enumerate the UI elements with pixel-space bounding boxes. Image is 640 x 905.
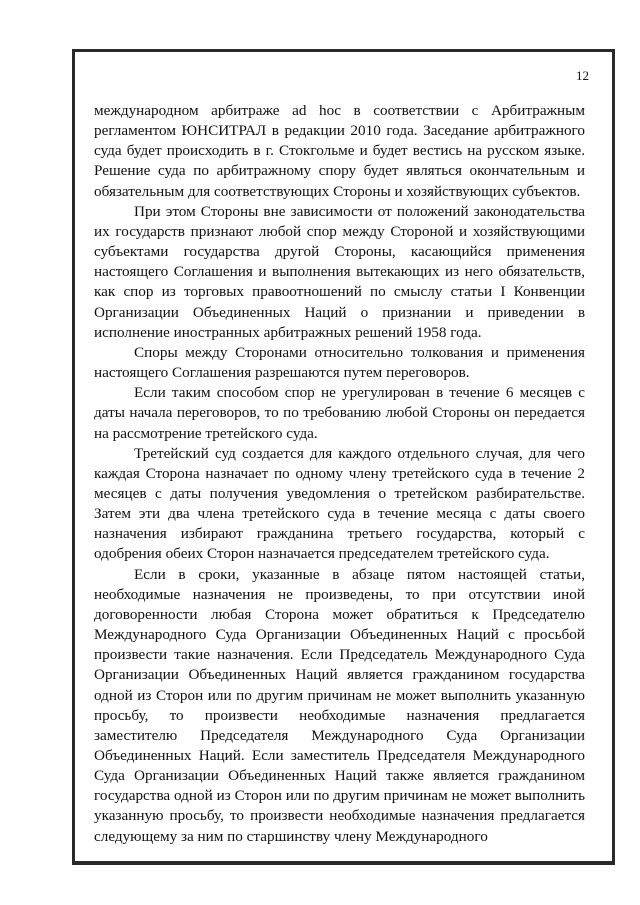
- document-body: [94, 101, 585, 847]
- paragraph-5: Третейский суд создается для каждого отдельного случая, для чего каждая Сторона назначает по одному члену третейского суда в течение 2 месяцев с даты получения уведомления о третейском разбирательстве. Затем эти два члена третейского суда в течение месяца с даты своего назначения избирают гражданина третьего государства, который с одобрения обеих Сторон назначается председателем третейского суда.: [94, 444, 585, 563]
- paragraph-4: Если таким способом спор не урегулирован в течение 6 месяцев с даты начала переговоров, то по требованию любой Стороны он передается на рассмотрение третейского суда.: [94, 384, 585, 442]
- paragraph-1-continued: международном арбитраже ad hoc в соответствии с Арбитражным регламентом ЮНСИТРАЛ в редакции 2010 года. Заседание арбитражного суда будет происходить в г. Стокгольме и будет вестись на русском языке. Решение суда по арбитражному спору будет являться окончательным и обязательным для соответствующих Стороны и хозяйствующих субъектов.: [94, 102, 585, 200]
- paragraph-6: Если в сроки, указанные в абзаце пятом настоящей статьи, необходимые назначения не произведены, то при отсутствии иной договоренности любая Сторона может обратиться к Председателю Международного Суда Организации Объединенных Наций с просьбой произвести такие назначения. Если Председатель Международного Суда Организации Объединенных Наций является гражданином государства одной из Сторон или по другим причинам не может выполнить указанную просьбу, то произвести необходимые назначения предлагается заместителю Председателя Международного Суда Организации Объединенных Наций. Если заместитель Председателя Международного Суда Организации Объединенных Наций также является гражданином государства одной из Сторон или по другим причинам не может выполнить указанную просьбу, то произвести необходимые назначения предлагается следующему за ним по старшинству члену Международного: [94, 565, 585, 845]
- page-number: 12: [576, 68, 589, 83]
- paragraph-3: Споры между Сторонами относительно толкования и применения настоящего Соглашения разрешаются путем переговоров.: [94, 343, 585, 382]
- paragraph-2: При этом Стороны вне зависимости от положений законодательства их государств признают любой спор между Стороной и хозяйствующими субъектами государства другой Стороны, касающийся применения настоящего Соглашения и выполнения вытекающих из него обязательств, как спор из торговых правоотношений по смыслу статьи I Конвенции Организации Объединенных Наций о признании и приведении в исполнение иностранных арбитражных решений 1958 года.: [94, 202, 585, 341]
